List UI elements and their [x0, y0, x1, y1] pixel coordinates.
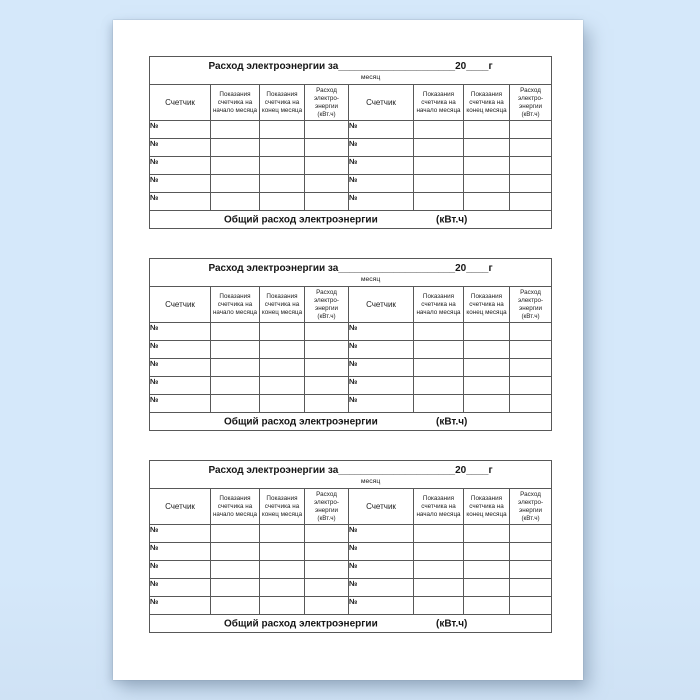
year-blank-line: ____: [466, 61, 489, 72]
reading-start-cell: [211, 121, 260, 139]
table-row: [150, 193, 552, 211]
year-prefix: 20: [455, 263, 467, 274]
table-title-cell: [150, 57, 552, 85]
reading-end-cell: [260, 175, 305, 193]
footer-total-label: Общий расход электроэнергии: [224, 214, 378, 225]
meter-no-cell: №: [150, 377, 211, 395]
header-start-reading-left: Показания счетчика на начало месяца: [211, 489, 260, 525]
reading-start-cell: [414, 395, 464, 413]
meter-no-cell: №: [349, 193, 414, 211]
meter-no-cell: №: [349, 175, 414, 193]
footer-unit-label: (кВт.ч): [436, 214, 468, 225]
consumption-cell: [510, 175, 552, 193]
reading-end-cell: [464, 341, 510, 359]
reading-end-cell: [260, 525, 305, 543]
meter-no-cell: №: [349, 377, 414, 395]
consumption-cell: [305, 597, 349, 615]
consumption-cell: [305, 175, 349, 193]
year-blank-line: ____: [466, 465, 489, 476]
header-end-reading-left: Показания счетчика на конец месяца: [260, 287, 305, 323]
year-prefix: 20: [455, 465, 467, 476]
meter-no-cell: №: [349, 525, 414, 543]
meter-no-cell: №: [150, 561, 211, 579]
meter-no-cell: №: [150, 193, 211, 211]
meter-no-cell: №: [349, 359, 414, 377]
electricity-consumption-table: [149, 258, 552, 431]
header-meter-left: Счетчик: [150, 85, 211, 121]
header-consumption-left: Расход электро-энергии (кВт.ч): [305, 287, 349, 323]
meter-no-cell: №: [349, 579, 414, 597]
consumption-cell: [510, 359, 552, 377]
meter-no-cell: №: [349, 139, 414, 157]
reading-end-cell: [260, 543, 305, 561]
consumption-cell: [305, 543, 349, 561]
reading-start-cell: [414, 175, 464, 193]
footer-unit-label: (кВт.ч): [436, 618, 468, 629]
reading-start-cell: [414, 157, 464, 175]
header-consumption-left: Расход электро-энергии (кВт.ч): [305, 489, 349, 525]
title-prefix: Расход электроэнергии за: [208, 263, 339, 274]
reading-start-cell: [211, 561, 260, 579]
reading-start-cell: [211, 543, 260, 561]
reading-end-cell: [464, 193, 510, 211]
month-blank-line: _____________________: [338, 61, 456, 72]
meter-no-cell: №: [150, 323, 211, 341]
reading-end-cell: [464, 121, 510, 139]
footer-unit-label: (кВт.ч): [436, 416, 468, 427]
header-start-reading-right: Показания счетчика на начало месяца: [414, 85, 464, 121]
consumption-cell: [510, 121, 552, 139]
header-meter-left: Счетчик: [150, 287, 211, 323]
reading-start-cell: [414, 139, 464, 157]
meter-no-cell: №: [349, 395, 414, 413]
consumption-cell: [305, 121, 349, 139]
table-row: [150, 395, 552, 413]
table-title-cell: [150, 461, 552, 489]
reading-end-cell: [260, 561, 305, 579]
meter-no-cell: №: [150, 579, 211, 597]
reading-start-cell: [211, 579, 260, 597]
header-meter-left: Счетчик: [150, 489, 211, 525]
reading-start-cell: [211, 395, 260, 413]
table-row: [150, 323, 552, 341]
table-row: [150, 175, 552, 193]
consumption-cell: [510, 157, 552, 175]
footer-total-cell: [150, 413, 552, 431]
reading-end-cell: [260, 395, 305, 413]
reading-end-cell: [464, 579, 510, 597]
reading-start-cell: [211, 139, 260, 157]
reading-end-cell: [464, 395, 510, 413]
reading-start-cell: [414, 359, 464, 377]
consumption-cell: [510, 341, 552, 359]
consumption-cell: [305, 377, 349, 395]
consumption-cell: [305, 323, 349, 341]
electricity-consumption-table: [149, 56, 552, 229]
reading-start-cell: [414, 597, 464, 615]
reading-start-cell: [211, 323, 260, 341]
table-row: [150, 157, 552, 175]
header-start-reading-right: Показания счетчика на начало месяца: [414, 489, 464, 525]
consumption-form-section: [149, 56, 551, 236]
reading-start-cell: [211, 525, 260, 543]
table-row: [150, 543, 552, 561]
meter-no-cell: №: [150, 139, 211, 157]
consumption-form-section: [149, 258, 551, 438]
reading-start-cell: [211, 597, 260, 615]
header-consumption-right: Расход электро-энергии (кВт.ч): [510, 489, 552, 525]
consumption-cell: [305, 395, 349, 413]
title-prefix: Расход электроэнергии за: [208, 61, 339, 72]
consumption-cell: [510, 543, 552, 561]
table-row: [150, 121, 552, 139]
reading-start-cell: [414, 579, 464, 597]
year-suffix: г: [488, 61, 493, 72]
footer-total-label: Общий расход электроэнергии: [224, 416, 378, 427]
reading-end-cell: [260, 579, 305, 597]
consumption-cell: [510, 395, 552, 413]
meter-no-cell: №: [349, 597, 414, 615]
meter-no-cell: №: [150, 175, 211, 193]
meter-no-cell: №: [150, 341, 211, 359]
reading-end-cell: [464, 323, 510, 341]
header-consumption-right: Расход электро-энергии (кВт.ч): [510, 287, 552, 323]
table-row: [150, 341, 552, 359]
table-row: [150, 579, 552, 597]
consumption-cell: [305, 525, 349, 543]
reading-end-cell: [464, 175, 510, 193]
meter-no-cell: №: [150, 121, 211, 139]
electricity-consumption-table: [149, 460, 552, 633]
consumption-form-section: [149, 460, 551, 640]
header-start-reading-left: Показания счетчика на начало месяца: [211, 85, 260, 121]
reading-end-cell: [260, 323, 305, 341]
year-blank-line: ____: [466, 263, 489, 274]
reading-end-cell: [464, 359, 510, 377]
table-row: [150, 359, 552, 377]
reading-end-cell: [260, 121, 305, 139]
header-end-reading-right: Показания счетчика на конец месяца: [464, 85, 510, 121]
reading-start-cell: [414, 377, 464, 395]
reading-start-cell: [414, 121, 464, 139]
form-title: [150, 461, 551, 477]
table-row: [150, 377, 552, 395]
meter-no-cell: №: [150, 157, 211, 175]
month-blank-line: _____________________: [338, 465, 456, 476]
month-label: месяц: [360, 276, 381, 283]
header-meter-right: Счетчик: [349, 489, 414, 525]
reading-end-cell: [260, 193, 305, 211]
document-page: [113, 20, 583, 680]
consumption-cell: [510, 525, 552, 543]
year-suffix: г: [488, 465, 493, 476]
reading-start-cell: [211, 341, 260, 359]
reading-start-cell: [211, 359, 260, 377]
reading-end-cell: [464, 139, 510, 157]
title-prefix: Расход электроэнергии за: [208, 465, 339, 476]
reading-end-cell: [464, 543, 510, 561]
consumption-cell: [510, 579, 552, 597]
reading-start-cell: [414, 323, 464, 341]
meter-no-cell: №: [349, 543, 414, 561]
reading-end-cell: [464, 561, 510, 579]
consumption-cell: [510, 561, 552, 579]
reading-end-cell: [260, 157, 305, 175]
consumption-cell: [305, 359, 349, 377]
year-prefix: 20: [455, 61, 467, 72]
form-title: [150, 259, 551, 275]
table-title-cell: [150, 259, 552, 287]
meter-no-cell: №: [349, 323, 414, 341]
header-end-reading-right: Показания счетчика на конец месяца: [464, 489, 510, 525]
month-label: месяц: [360, 478, 381, 485]
reading-end-cell: [464, 377, 510, 395]
reading-end-cell: [260, 341, 305, 359]
header-meter-right: Счетчик: [349, 287, 414, 323]
consumption-cell: [305, 193, 349, 211]
reading-start-cell: [414, 193, 464, 211]
table-row: [150, 597, 552, 615]
header-end-reading-right: Показания счетчика на конец месяца: [464, 287, 510, 323]
reading-end-cell: [260, 359, 305, 377]
consumption-cell: [305, 157, 349, 175]
meter-no-cell: №: [349, 157, 414, 175]
reading-start-cell: [211, 157, 260, 175]
consumption-cell: [305, 561, 349, 579]
reading-start-cell: [414, 543, 464, 561]
consumption-cell: [510, 323, 552, 341]
table-row: [150, 561, 552, 579]
header-end-reading-left: Показания счетчика на конец месяца: [260, 489, 305, 525]
reading-start-cell: [211, 193, 260, 211]
reading-start-cell: [414, 525, 464, 543]
year-suffix: г: [488, 263, 493, 274]
meter-no-cell: №: [150, 395, 211, 413]
consumption-cell: [510, 377, 552, 395]
reading-end-cell: [260, 597, 305, 615]
reading-end-cell: [260, 139, 305, 157]
month-blank-line: _____________________: [338, 263, 456, 274]
consumption-cell: [305, 139, 349, 157]
meter-no-cell: №: [349, 341, 414, 359]
table-row: [150, 139, 552, 157]
header-end-reading-left: Показания счетчика на конец месяца: [260, 85, 305, 121]
reading-start-cell: [211, 377, 260, 395]
consumption-cell: [510, 139, 552, 157]
footer-total-cell: [150, 211, 552, 229]
consumption-cell: [510, 193, 552, 211]
meter-no-cell: №: [349, 121, 414, 139]
meter-no-cell: №: [349, 561, 414, 579]
reading-start-cell: [414, 561, 464, 579]
header-meter-right: Счетчик: [349, 85, 414, 121]
reading-end-cell: [260, 377, 305, 395]
reading-end-cell: [464, 597, 510, 615]
meter-no-cell: №: [150, 359, 211, 377]
meter-no-cell: №: [150, 525, 211, 543]
consumption-cell: [305, 341, 349, 359]
header-start-reading-right: Показания счетчика на начало месяца: [414, 287, 464, 323]
footer-total-cell: [150, 615, 552, 633]
header-consumption-right: Расход электро-энергии (кВт.ч): [510, 85, 552, 121]
header-start-reading-left: Показания счетчика на начало месяца: [211, 287, 260, 323]
reading-end-cell: [464, 157, 510, 175]
consumption-cell: [510, 597, 552, 615]
header-consumption-left: Расход электро-энергии (кВт.ч): [305, 85, 349, 121]
consumption-cell: [305, 579, 349, 597]
table-row: [150, 525, 552, 543]
month-label: месяц: [360, 74, 381, 81]
meter-no-cell: №: [150, 597, 211, 615]
reading-start-cell: [211, 175, 260, 193]
footer-total-label: Общий расход электроэнергии: [224, 618, 378, 629]
form-title: [150, 57, 551, 73]
meter-no-cell: №: [150, 543, 211, 561]
reading-end-cell: [464, 525, 510, 543]
reading-start-cell: [414, 341, 464, 359]
